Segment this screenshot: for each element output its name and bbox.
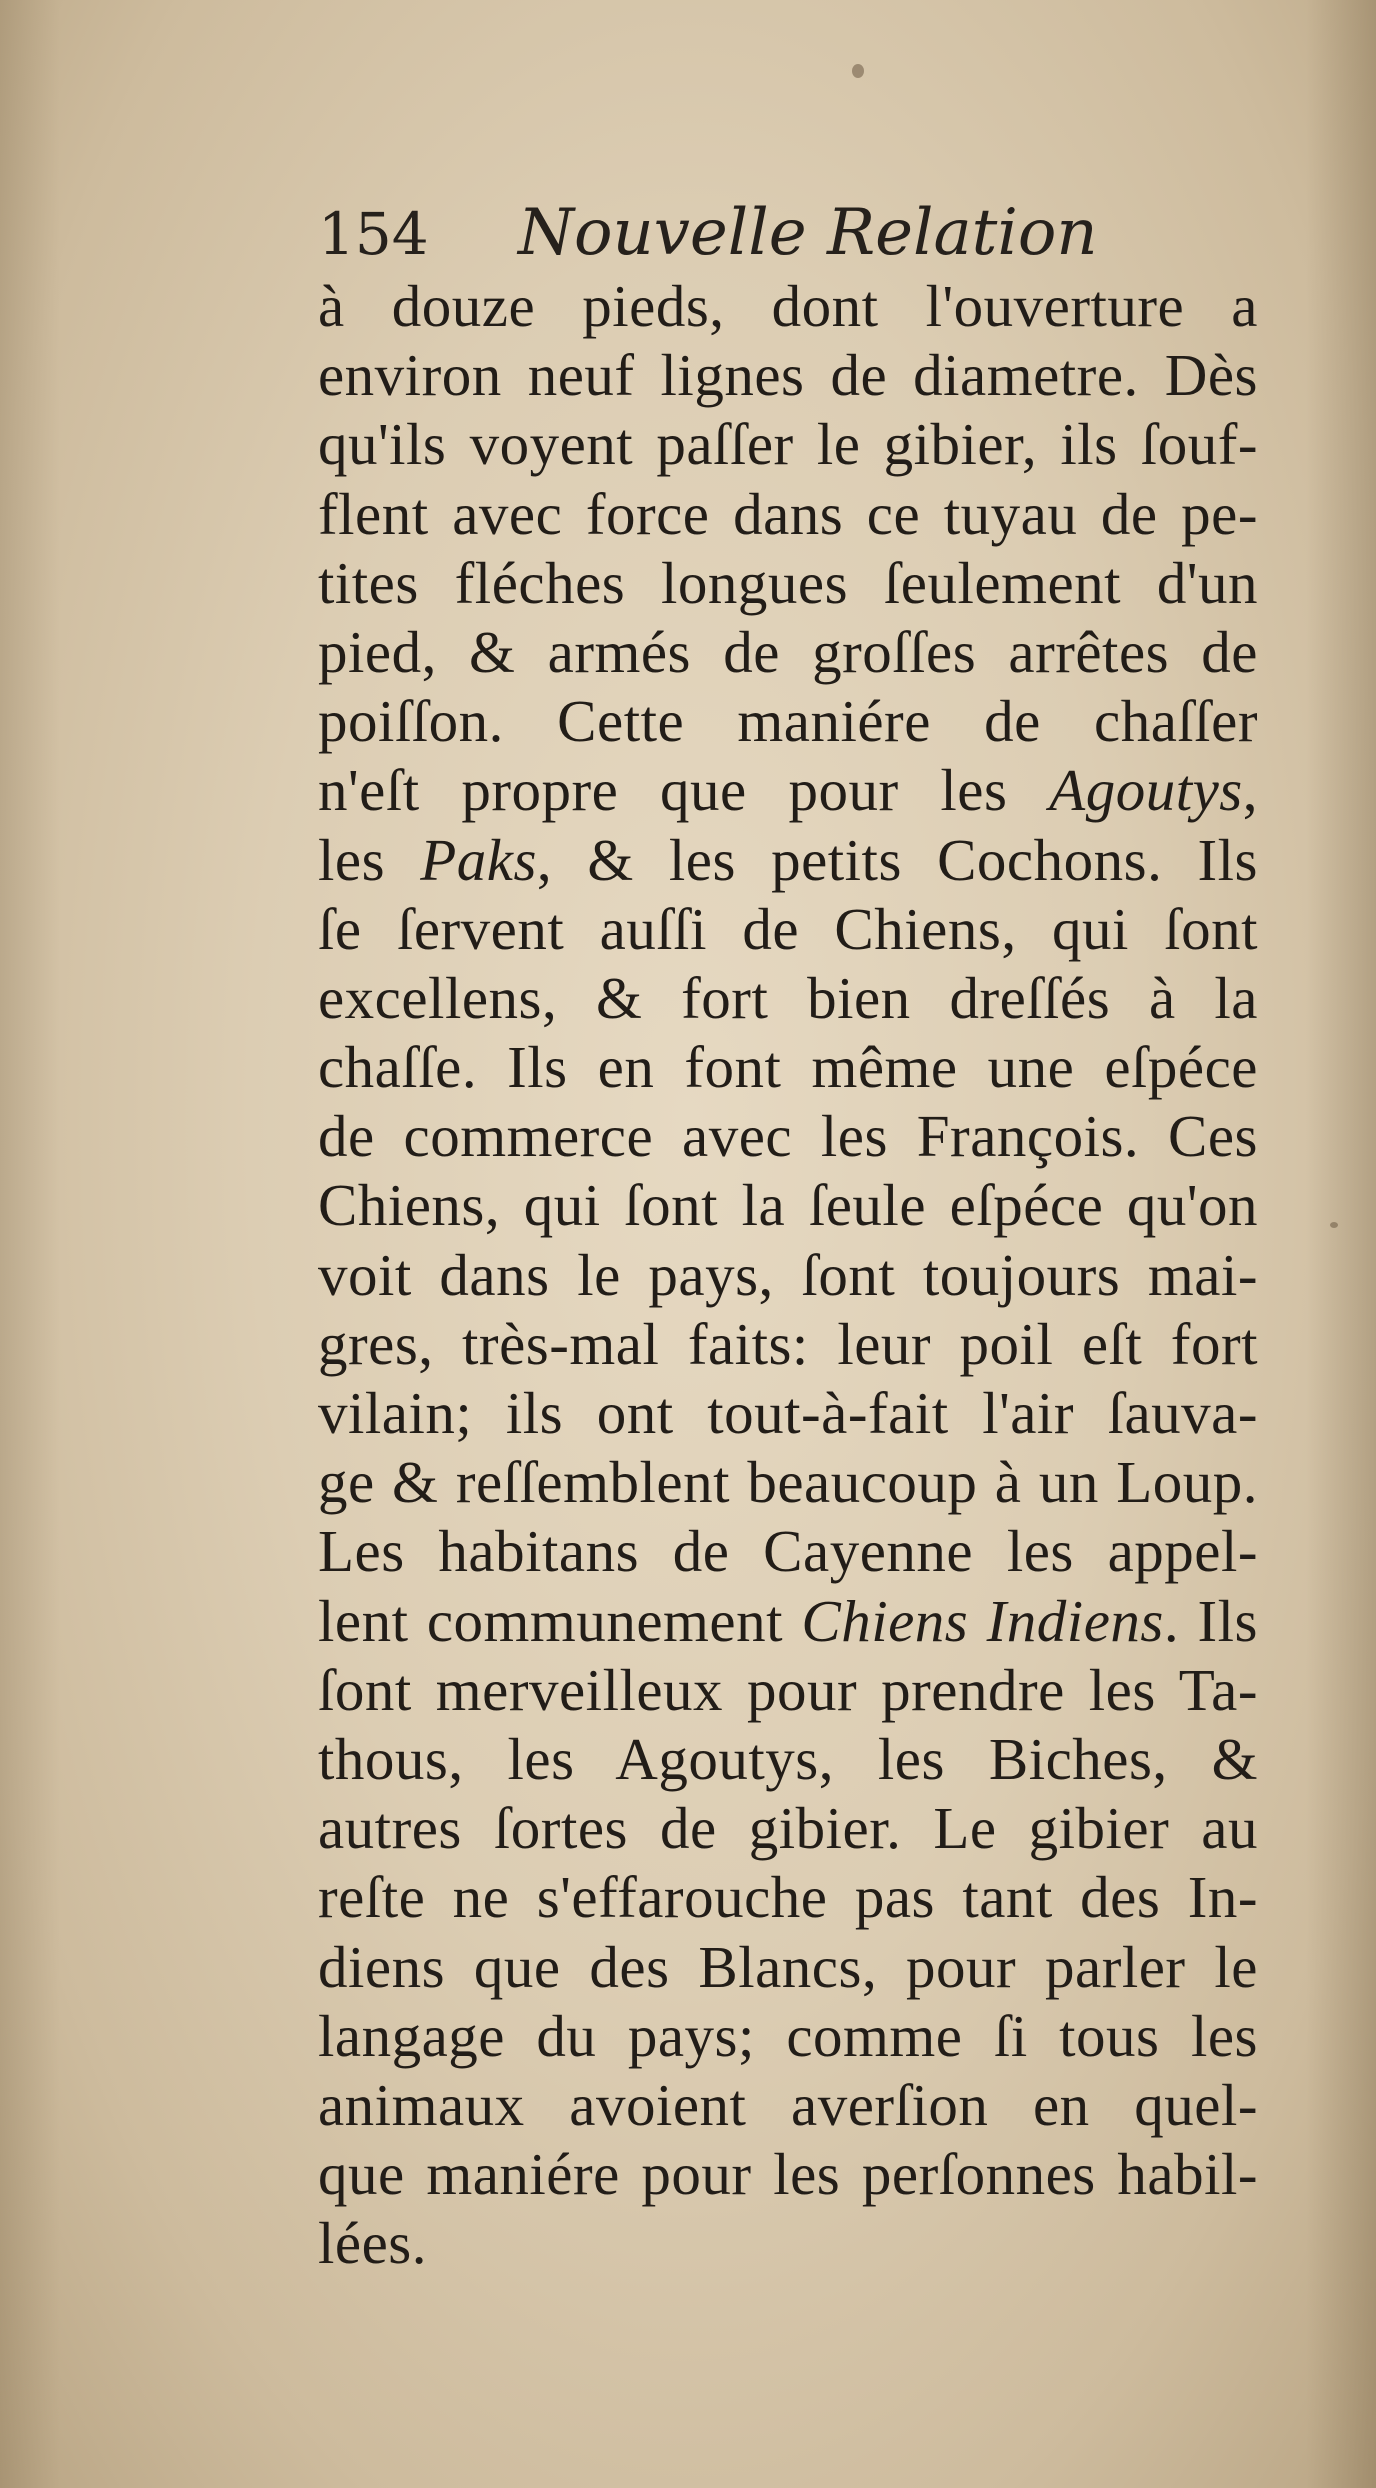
running-head <box>318 196 1098 270</box>
text-line: chaſſe. Ils en font même une eſpéce <box>318 1034 1258 1101</box>
text-line: reſte ne s'effarouche pas tant des In- <box>318 1864 1258 1931</box>
text-line: qu'ils voyent paſſer le gibier, ils ſouf- <box>318 411 1258 478</box>
text-line: à douze pieds, dont l'ouverture a <box>318 273 1258 339</box>
body-text <box>318 272 1258 2278</box>
text-line: diens que des Blancs, pour parler le <box>318 1933 1258 2000</box>
text-line: de commerce avec les François. Ces <box>318 1103 1258 1170</box>
page-number: 154 <box>318 200 429 268</box>
text-line <box>318 1587 1258 1656</box>
running-title: Nouvelle Relation <box>518 196 1098 270</box>
text-line <box>318 756 1258 825</box>
text-line: ſont merveilleux pour prendre les Ta- <box>318 1656 1258 1723</box>
ink-spot <box>852 64 864 78</box>
text-line: pied, & armés de groſſes arrêtes de <box>318 618 1258 685</box>
text-line: ſe ſervent auſſi de Chiens, qui ſont <box>318 895 1258 962</box>
text-line: thous, les Agoutys, les Biches, & <box>318 1725 1258 1792</box>
text-line: environ neuf lignes de diametre. Dès <box>318 342 1258 409</box>
text-line: ge & reſſemblent beaucoup à un Loup. <box>318 1449 1258 1516</box>
italic-term: Agoutys <box>1049 757 1243 824</box>
text-line: flent avec force dans ce tuyau de pe- <box>318 480 1258 547</box>
text-line: vilain; ils ont tout-à-fait l'air ſauva- <box>318 1380 1258 1446</box>
text-segment: les <box>318 826 421 893</box>
text-segment: n'eſt propre que pour les <box>318 757 1050 824</box>
text-segment: , & les petits Cochons. Ils <box>536 826 1258 893</box>
italic-term: Paks <box>420 826 537 893</box>
text-line: que maniére pour les perſonnes habil- <box>318 2141 1258 2208</box>
italic-term: Chiens Indiens <box>801 1587 1164 1654</box>
text-line: animaux avoient averſion en quel- <box>318 2071 1258 2138</box>
text-line <box>318 826 1258 895</box>
text-segment: lent communement <box>318 1587 802 1654</box>
text-line: voit dans le pays, ſont toujours mai- <box>318 1241 1258 1308</box>
text-line: tites fléches longues ſeulement d'un <box>318 549 1258 616</box>
ink-spot <box>1330 1222 1338 1228</box>
text-segment: , <box>1242 757 1258 824</box>
text-line: Chiens, qui ſont la ſeule eſpéce qu'on <box>318 1172 1258 1239</box>
text-line: gres, très-mal faits: leur poil eſt fort <box>318 1310 1258 1377</box>
text-line: poiſſon. Cette maniére de chaſſer <box>318 688 1258 755</box>
text-line: langage du pays; comme ſi tous les <box>318 2002 1258 2069</box>
text-line: Les habitans de Cayenne les appel- <box>318 1518 1258 1585</box>
text-segment: . Ils <box>1163 1587 1258 1654</box>
text-line: excellens, & fort bien dreſſés à la <box>318 964 1258 1031</box>
text-line: autres ſortes de gibier. Le gibier au <box>318 1795 1258 1862</box>
text-line: lées. <box>318 2210 427 2277</box>
